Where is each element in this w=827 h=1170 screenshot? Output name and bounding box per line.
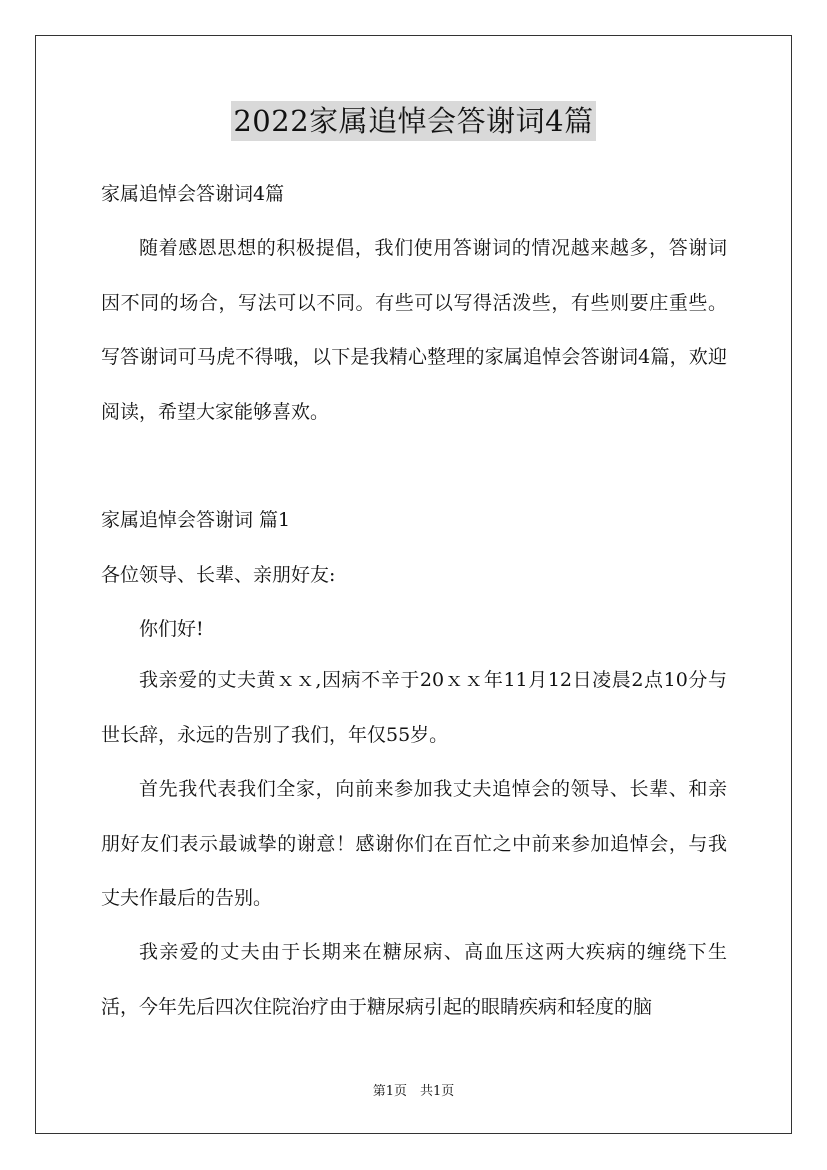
intro-paragraph: 随着感恩思想的积极提倡，我们使用答谢词的情况越来越多，答谢词因不同的场合，写法可以不同。有些可以写得活泼些，有些则要庄重些。写答谢词可马虎不得哦，以下是我精心整理的家属追悼会答谢词4篇，欢迎阅读，希望大家能够喜欢。 [101,237,727,423]
body-paragraph: 首先我代表我们全家，向前来参加我丈夫追悼会的领导、长辈、和亲朋好友们表示最诚挚的谢意！感谢你们在百忙之中前来参加追悼会，与我丈夫作最后的告别。 [101,778,727,909]
section-heading: 家属追悼会答谢词 篇1 [101,509,291,531]
body-paragraph: 我亲爱的丈夫由于长期来在糖尿病、高血压这两大疾病的缠绕下生活，今年先后四次住院治疗由于糖尿病引起的眼睛疾病和轻度的脑 [101,941,727,1018]
document-title: 2022家属追悼会答谢词4篇 [231,101,595,141]
salutation: 各位领导、长辈、亲朋好友: [101,564,336,586]
greeting: 你们好! [139,618,204,640]
page-footer: 第1页 共1页 [372,1084,455,1099]
document-subtitle: 家属追悼会答谢词4篇 [101,183,285,205]
document-title-wrap [0,101,827,141]
body-paragraph: 我亲爱的丈夫黄ｘｘ,因病不辛于20ｘｘ年11月12日凌晨2点10分与世长辞，永远的告别了我们，年仅55岁。 [101,669,727,746]
